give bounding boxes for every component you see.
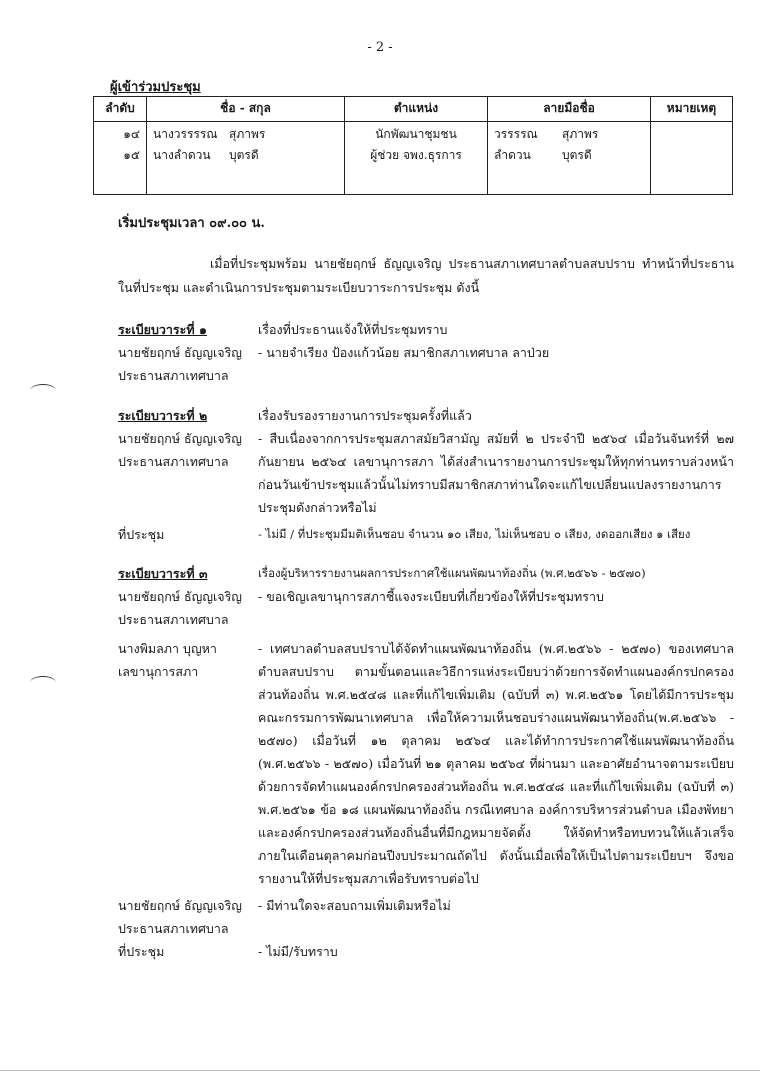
page-edge-line bbox=[0, 1070, 760, 1071]
agenda-heading: ระเบียบวาระที่ ๓ bbox=[118, 566, 208, 581]
last-name: บุตรดี bbox=[229, 148, 259, 162]
speaker-block bbox=[118, 427, 258, 519]
agenda-heading: ระเบียบวาระที่ ๑ bbox=[118, 322, 207, 337]
column-header: ตำแหน่ง bbox=[345, 97, 488, 122]
speaker-name: นายชัยฤกษ์ ธัญญเจริญ bbox=[118, 589, 242, 604]
agenda-speaker-row bbox=[118, 341, 734, 387]
signature-last: บุตรดี bbox=[562, 148, 592, 162]
column-header: ลำดับ bbox=[94, 97, 147, 122]
signature-first: วรรรรณ bbox=[494, 127, 538, 141]
speaker-name: นายชัยฤกษ์ ธัญญเจริญ bbox=[118, 345, 242, 360]
signature-last: สุภาพร bbox=[562, 127, 599, 141]
secretary-text: - เทศบาลตำบลสบปราบได้จัดทำแผนพัฒนาท้องถิ่น (พ.ศ.๒๕๖๖ - ๒๕๗๐) ของเทศบาลตำบลสบปราบ ตามขั้นตอนและวิธีการแห่งระเบียบว่าด้วยการจัดทำแผนองค์กรปกครองส่วนท้องถิ่น พ.ศ.๒๕๔๘ และที่แก้ไขเพิ่มเติม (ฉบับที่ ๓) พ.ศ.๒๕๖๑ โดยได้มีการประชุมคณะกรรมการพัฒนาเทศบาล เพื่อให้ความเห็นชอบร่างแผนพัฒนาท้องถิ่น(พ.ศ.๒๕๖๖ - ๒๕๗๐) เมื่อวันที่ ๑๒ ตุลาคม ๒๕๖๔ และได้ทำการประกาศใช้แผนพัฒนาท้องถิ่น (พ.ศ.๒๕๖๖ - ๒๕๗๐) เมื่อวันที่ ๒๑ ตุลาคม ๒๕๖๔ ที่ผ่านมา และอาศัยอำนาจตามระเบียบด้วยการจัดทำแผนองค์กรปกครองส่วนท้องถิ่น พ.ศ.๒๕๔๘ และที่แก้ไขเพิ่มเติม (ฉบับที่ ๓) พ.ศ.๒๕๖๑ ข้อ ๑๘ แผนพัฒนาท้องถิ่น กรณีเทศบาล องค์การบริหารส่วนตำบล เมืองพัทยาและองค์กรปกครองส่วนท้องถิ่นอื่นที่มีกฎหมายจัดตั้ง ให้จัดทำหรือทบทวนให้แล้วเสร็จภายในเดือนตุลาคมก่อนปีงบประมาณถัดไป ดังนั้นเมื่อเพื่อให้เป็นไปตามระเบียบฯ จึงขอรายงานให้ที่ประชุมสภาเพื่อรับทราบต่อไป bbox=[258, 641, 734, 886]
intro-paragraph bbox=[118, 252, 734, 300]
row-number: ๑๔ bbox=[123, 127, 140, 141]
table-row bbox=[94, 122, 733, 195]
attendee-position: นักพัฒนาชุมชน bbox=[375, 127, 457, 141]
signature bbox=[494, 145, 644, 166]
speaker-name: นายชัยฤกษ์ ธัญญเจริญ bbox=[118, 898, 242, 913]
attendee-name bbox=[153, 145, 338, 166]
column-header: ลายมือชื่อ bbox=[488, 97, 651, 122]
speaker-text: - ขอเชิญเลขานุการสภาชี้แจงระเบียบที่เกี่ยวข้องให้ที่ประชุมทราบ bbox=[258, 589, 604, 604]
agenda-heading-row bbox=[118, 404, 734, 427]
agenda-heading-row bbox=[118, 318, 734, 341]
chair-text: - มีท่านใดจะสอบถามเพิ่มเติมหรือไม่ bbox=[258, 898, 451, 913]
row-number: ๑๕ bbox=[123, 148, 140, 162]
page-number: - 2 - bbox=[367, 40, 393, 55]
first-name: นางลำดวน bbox=[153, 148, 211, 162]
meeting-resolution: - ไม่มี/รับทราบ bbox=[258, 944, 338, 959]
speaker-role: ประธานสภาเทศบาล bbox=[118, 612, 229, 627]
agenda-item-2 bbox=[118, 404, 734, 546]
speaker-text: - นายจำเรียง ป้องแก้วน้อย สมาชิกสภาเทศบาล ลาป่วย bbox=[258, 345, 550, 360]
speaker-name: นายชัยฤกษ์ ธัญญเจริญ bbox=[118, 431, 242, 446]
punch-hole-mark bbox=[30, 384, 56, 397]
meeting-label: ที่ประชุม bbox=[118, 944, 165, 959]
agenda-item-3 bbox=[118, 562, 734, 963]
agenda-item-1 bbox=[118, 318, 734, 387]
meeting-resolution: - ไม่มี / ที่ประชุมมีมติเห็นชอบ จำนวน ๑๐ เสียง, ไม่เห็นชอบ ๐ เสียง, งดออกเสียง ๑ เสียง bbox=[258, 527, 691, 541]
speaker-block bbox=[118, 341, 258, 387]
first-name: นางวรรรรณ bbox=[153, 127, 218, 141]
signature-cell bbox=[488, 122, 651, 195]
note-cell bbox=[651, 122, 733, 195]
speaker-role: ประธานสภาเทศบาล bbox=[118, 921, 229, 936]
punch-hole-mark bbox=[30, 676, 56, 689]
agenda-secretary-row bbox=[118, 637, 734, 890]
agenda-speaker-row bbox=[118, 427, 734, 519]
speaker-block bbox=[118, 585, 258, 631]
agenda-meeting-row bbox=[118, 940, 734, 963]
name-cell bbox=[147, 122, 345, 195]
position-cell bbox=[345, 122, 488, 195]
signature bbox=[494, 124, 644, 145]
agenda-heading: ระเบียบวาระที่ ๒ bbox=[118, 408, 208, 423]
table-header-row bbox=[94, 97, 733, 122]
agenda-chair-row bbox=[118, 894, 734, 940]
agenda-title: เรื่องผู้บริหารรายงานผลการประกาศใช้แผนพัฒนาท้องถิ่น (พ.ศ.๒๕๖๖ - ๒๕๗๐) bbox=[258, 566, 646, 580]
attendee-position: ผู้ช่วย จพง.ธุรการ bbox=[370, 148, 462, 162]
start-time: เริ่มประชุมเวลา ๐๙.๐๐ น. bbox=[118, 216, 265, 231]
speaker-block bbox=[118, 894, 258, 940]
secretary-name: นางพิมลภา บุญหา bbox=[118, 641, 217, 656]
secretary-block bbox=[118, 637, 258, 890]
row-number-cell bbox=[94, 122, 147, 195]
agenda-meeting-row bbox=[118, 523, 734, 546]
agenda-title: เรื่องรับรองรายงานการประชุมครั้งที่แล้ว bbox=[258, 408, 472, 423]
column-header: หมายเหตุ bbox=[651, 97, 733, 122]
speaker-role: ประธานสภาเทศบาล bbox=[118, 454, 229, 469]
speaker-role: ประธานสภาเทศบาล bbox=[118, 368, 229, 383]
last-name: สุภาพร bbox=[229, 127, 266, 141]
agenda-speaker-row bbox=[118, 585, 734, 631]
intro-text: เมื่อที่ประชุมพร้อม นายชัยฤกษ์ ธัญญเจริญ ประธานสภาเทศบาลตำบลสบปราบ ทำหน้าที่ประธานในที่ประชุม และดำเนินการประชุมตามระเบียบวาระการประชุม ดังนี้ bbox=[118, 256, 734, 295]
meeting-label: ที่ประชุม bbox=[118, 527, 165, 542]
attendee-name bbox=[153, 124, 338, 145]
secretary-role: เลขานุการสภา bbox=[118, 664, 199, 679]
agenda-title: เรื่องที่ประธานแจ้งให้ที่ประชุมทราบ bbox=[258, 322, 448, 337]
signature-first: ลำดวน bbox=[494, 148, 531, 162]
attendees-table bbox=[93, 96, 733, 195]
column-header: ชื่อ - สกุล bbox=[147, 97, 345, 122]
attendees-heading: ผู้เข้าร่วมประชุม bbox=[110, 80, 201, 95]
agenda-heading-row bbox=[118, 562, 734, 585]
speaker-text: - สืบเนื่องจากการประชุมสภาสมัยวิสามัญ สมัยที่ ๒ ประจำปี ๒๕๖๔ เมื่อวันจันทร์ที่ ๒๗ กันยายน ๒๕๖๔ เลขานุการสภา ได้ส่งสำเนารายงานการประชุมให้ทุกท่านทราบล่วงหน้าก่อนวันเข้าประชุมแล้วนั้นไม่ทราบมีสมาชิกสภาท่านใดจะแก้ไขเปลี่ยนแปลงรายงานการประชุมดังกล่าวหรือไม่ bbox=[258, 431, 734, 515]
